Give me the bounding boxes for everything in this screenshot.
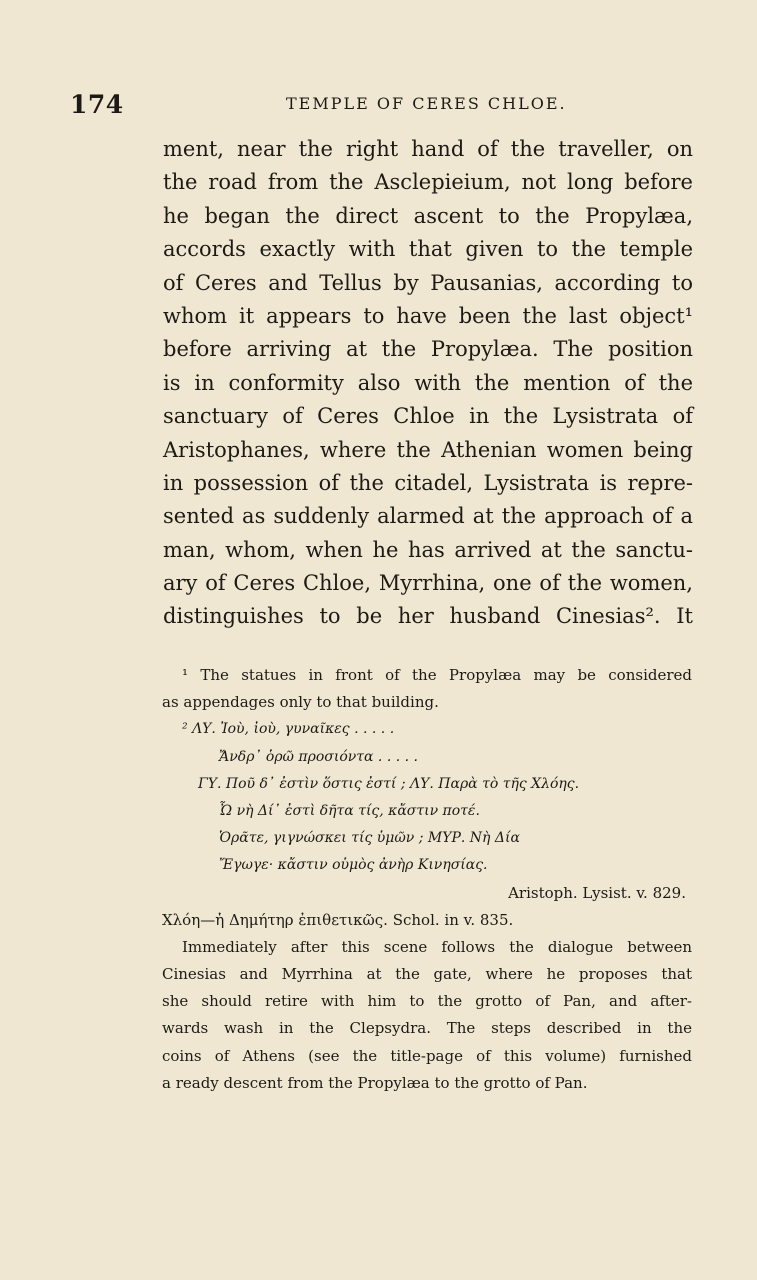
body-line: Aristophanes, where the Athenian women being xyxy=(163,437,693,462)
body-line: in possession of the citadel, Lysistrata is repre- xyxy=(163,470,693,495)
main-text xyxy=(163,133,693,634)
body-line: ary of Ceres Chloe, Myrrhina, one of the women, xyxy=(163,571,693,596)
footnote-paragraph-line: Cinesias and Myrrhina at the gate, where he proposes that xyxy=(162,965,692,984)
running-title: TEMPLE OF CERES CHLOE. xyxy=(286,94,567,113)
body-line: he began the direct ascent to the Propylæa, xyxy=(163,203,693,228)
footnote-2-greek-line: ΓΥ. Ποῦ δ᾽ ἐστὶν ὅστις ἐστί ; ΛΥ. Παρὰ τὸ τῆς Χλόης. xyxy=(198,775,580,792)
body-line: sented as suddenly alarmed at the approach of a xyxy=(163,504,693,529)
footnote-paragraph-line: she should retire with him to the grotto of Pan, and after- xyxy=(162,992,692,1011)
footnote-paragraph-line: Immediately after this scene follows the dialogue between xyxy=(182,937,692,956)
footnote-1-line: ¹ The statues in front of the Propylæa may be considered xyxy=(182,666,692,684)
footnote-paragraph-line: a ready descent from the Propylæa to the grotto of Pan. xyxy=(162,1073,588,1092)
footnote-1-line: as appendages only to that building. xyxy=(162,693,439,712)
body-line: of Ceres and Tellus by Pausanias, according to xyxy=(163,270,693,295)
body-line: the road from the Asclepieium, not long before xyxy=(163,170,693,195)
footnote-2-greek-line: ² ΛΥ. Ἰοὺ, ἰοὺ, γυναῖκες . . . . . xyxy=(182,721,395,738)
body-line: is in conformity also with the mention of the xyxy=(163,370,693,395)
body-line: ment, near the right hand of the traveller, on xyxy=(163,137,693,161)
body-line: sanctuary of Ceres Chloe in the Lysistrata of xyxy=(163,404,693,429)
citation: Aristoph. Lysist. v. 829. xyxy=(508,883,686,902)
footnote-2-greek-line: Ἄνδρ᾽ ὁρῶ προσιόντα . . . . . xyxy=(219,748,418,765)
footnote-paragraph-line: coins of Athens (see the title-page of this volume) furnished xyxy=(162,1046,692,1065)
body-line: distinguishes to be her husband Cinesias². It xyxy=(163,604,693,629)
page-number: 174 xyxy=(70,90,124,119)
footnote-2-greek-line: Ἔγωγε· κἄστιν οὑμὸς ἀνὴρ Κινησίας. xyxy=(219,857,488,874)
body-line: whom it appears to have been the last object¹ xyxy=(163,303,693,328)
running-head xyxy=(0,86,757,118)
body-line: man, whom, when he has arrived at the sanctu- xyxy=(163,537,693,562)
footnote-2-greek-line: Ὦ νὴ Δί᾽ ἐστὶ δῆτα τίς, κἄστιν ποτέ. xyxy=(219,802,480,819)
scholium-citation: Χλόη—ἡ Δημήτηρ ἐπιθετικῶς. Schol. in v. 835. xyxy=(162,910,514,929)
footnote-paragraph-line: wards wash in the Clepsydra. The steps described in the xyxy=(162,1019,692,1038)
footnote-2-greek-line: Ὁρᾶτε, γιγνώσκει τίς ὑμῶν ; ΜΥΡ. Νὴ Δία xyxy=(219,830,520,847)
body-line: before arriving at the Propylæa. The position xyxy=(163,337,693,362)
body-line: accords exactly with that given to the temple xyxy=(163,237,693,262)
footnotes xyxy=(162,662,692,1097)
